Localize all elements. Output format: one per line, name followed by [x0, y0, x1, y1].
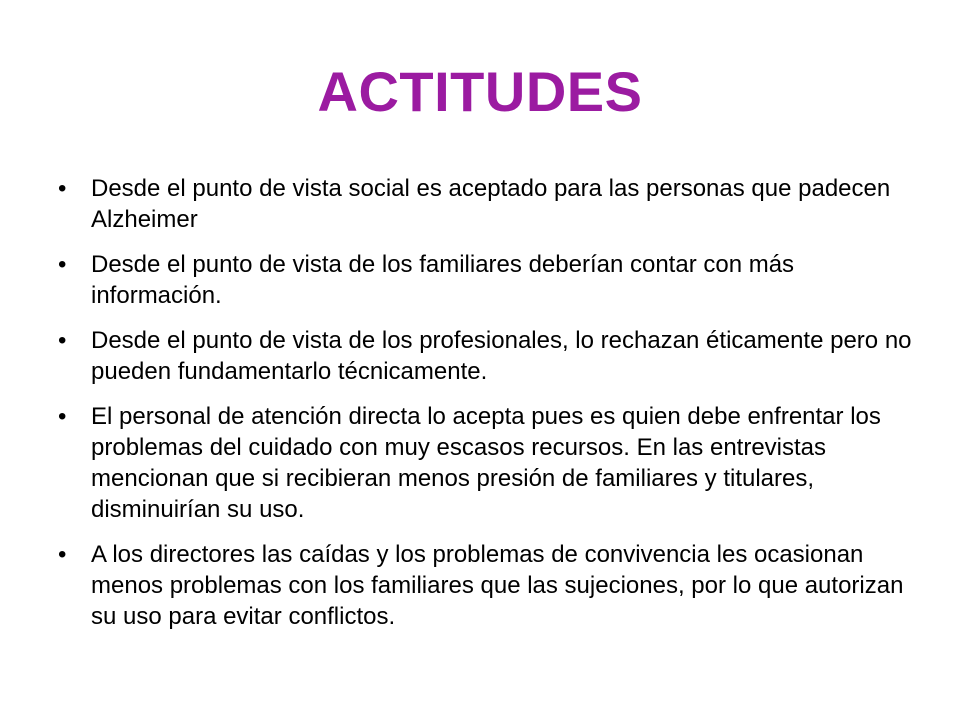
bullet-text: Desde el punto de vista de los familiares deberían contar con más información.: [91, 251, 795, 309]
bullet-item: [58, 173, 918, 235]
slide-title: ACTITUDES: [317, 60, 643, 123]
bullet-icon: •: [58, 541, 67, 568]
bullet-item: [58, 539, 918, 632]
bullet-text: Desde el punto de vista de los profesionales, lo rechazan éticamente pero no pueden fundamentarlo técnicamente.: [91, 327, 912, 385]
bullet-icon: •: [58, 251, 67, 278]
bullet-text: Desde el punto de vista social es aceptado para las personas que padecen Alzheimer: [91, 175, 891, 233]
bullet-icon: •: [58, 175, 67, 202]
bullet-icon: •: [58, 403, 67, 430]
bullet-item: [58, 325, 918, 387]
bullet-list: [58, 173, 918, 646]
bullet-item: [58, 401, 918, 525]
bullet-text: A los directores las caídas y los problemas de convivencia les ocasionan menos problemas con los familiares que las sujeciones, por lo que autorizan su uso para evitar conflictos.: [91, 541, 904, 630]
bullet-text: El personal de atención directa lo acepta pues es quien debe enfrentar los problemas del cuidado con muy escasos recursos. En las entrevistas mencionan que si recibieran menos presión de familiares y titulares, disminuirían su uso.: [91, 403, 881, 523]
bullet-icon: •: [58, 327, 67, 354]
bullet-item: [58, 249, 918, 311]
